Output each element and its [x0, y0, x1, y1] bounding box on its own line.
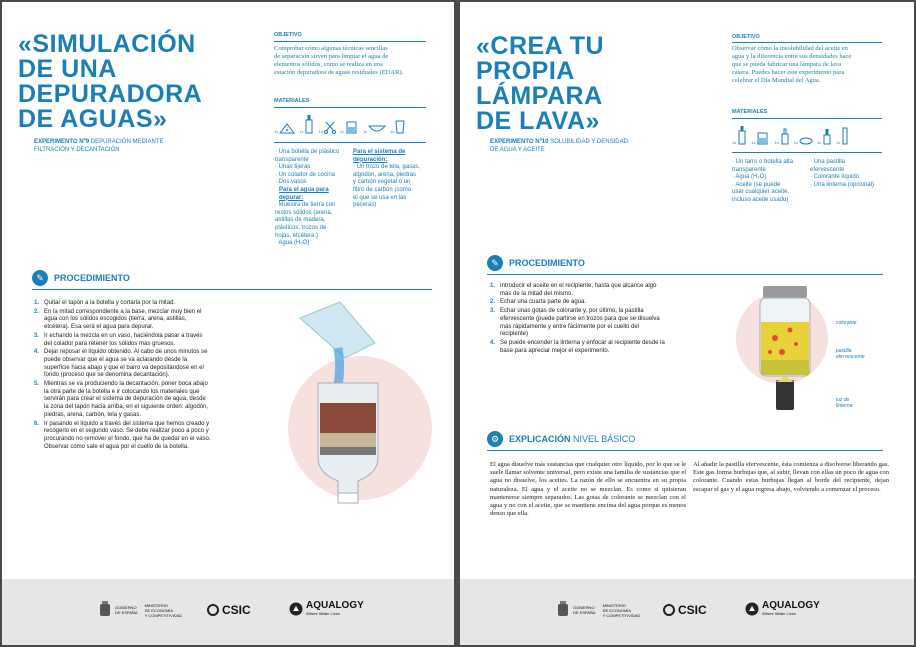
qty: 1x	[793, 140, 798, 145]
objective-line: Observar cómo la insolubilidad del aceite en	[732, 45, 848, 52]
materials-icons	[274, 114, 405, 134]
qty: 1x	[299, 129, 304, 134]
dye-label: colorante	[836, 320, 857, 326]
material-item: algodón, arena, piedras	[353, 171, 417, 178]
title-line: DE AGUAS»	[18, 105, 168, 133]
divider	[732, 118, 882, 119]
step-text: Introducir el aceite en el recipiente, hasta que alcance algo más de la mitad del mismo.	[500, 283, 657, 297]
step-text: Dejar reposar el líquido obtenido. Al cabo de unos minutos se puede observar que el agua se va aclarando desde la superficie hacia abajo y que el barro va depositándose en el fondo (proceso que se denomina decantación).	[44, 349, 208, 379]
divider	[732, 42, 882, 43]
title-line: «SIMULACIÓN	[18, 30, 196, 58]
gears-icon: ⚙	[487, 431, 503, 447]
objective-line: agua y la diferencia entre sus densidades hace	[732, 53, 852, 60]
material-item: · Un colador de cocina	[275, 171, 336, 178]
ministry-line: MINISTERIO	[144, 602, 168, 608]
left-title	[18, 32, 202, 132]
right-footer	[460, 579, 914, 645]
qty: 1x	[774, 140, 779, 145]
divider	[274, 107, 426, 108]
experiment-number: EXPERIMENTO Nº9	[34, 139, 90, 145]
explanation-column-1: El agua disuelve más sustancias que cualquier otro líquido, por lo que se le suele llamar solvente universal, pero existe una familia de sustancias que el agua no disuelve, los aceites. La razón de ello se encuentra en su propia naturaleza. El agua y el aceite no se mezclan. Es como si quisieran mantenerse siempre separados. Las gotas de colorante se mezclan con el agua y no con el aceite, que se mantiene encima del agua porque es menos denso que ella.	[490, 461, 687, 518]
procedure-step	[34, 300, 212, 308]
step-number: 1.	[34, 300, 40, 306]
label-line: linterna	[836, 403, 853, 409]
step-text: Ir pasando el líquido a través del sistema que hemos creado y recogerlo en el segundo vaso. Se debe realizar poco a poco y procurando no remover el fondo, que ha de quedar en el vaso. Observar cómo sale el agua por el cuello de la botella.	[44, 420, 211, 450]
csic-logo	[663, 603, 707, 617]
material-item: · Muestra de tierra con	[275, 202, 336, 209]
material-item: peceras)	[353, 202, 377, 209]
divider	[487, 450, 883, 451]
aqualogy-logo	[745, 601, 820, 616]
materials-list-1	[275, 149, 339, 248]
step-number: 2.	[34, 308, 40, 315]
aqualogy-tagline: Where Water Lives	[762, 611, 796, 616]
materials-label: MATERIALES	[274, 98, 310, 104]
bottle-icon	[304, 114, 314, 134]
aqualogy-mark-icon	[289, 602, 303, 616]
ministry-line: Y COMPETITIVIDAD	[602, 612, 641, 618]
right-page	[460, 2, 914, 645]
step-text: Echar unas gotas de colorante y, por último, la pastilla efervescente (puede partirse en trozos para que se disuelva más rápidamente y entre fácilmente por el cuello del recipiente)	[500, 308, 660, 338]
explanation-heading	[487, 431, 635, 447]
procedure-heading	[487, 255, 585, 271]
objective-line: celebrar el Día Mundial del Agua.	[732, 77, 821, 84]
qty: 1x	[390, 129, 395, 134]
ministry-line: DE ECONOMÍA	[144, 607, 174, 613]
aqualogy-tagline: Where Water Lives	[306, 611, 340, 616]
material-item: efervescente	[810, 166, 845, 173]
aqualogy-logo	[289, 601, 364, 616]
aqualogy-name: AQUALOGY	[762, 600, 820, 611]
procedure-step	[490, 340, 668, 355]
title-line: LÁMPARA	[476, 82, 603, 110]
government-logo	[98, 601, 182, 619]
subtitle-line: DEPURACIÓN MEDIANTE	[90, 139, 164, 145]
coat-of-arms-icon	[556, 601, 570, 619]
qty: 1x	[274, 129, 279, 134]
material-item: · Un tarro o botella alta	[732, 159, 794, 165]
procedure-heading	[32, 270, 130, 286]
bottle-icon	[737, 125, 747, 145]
procedure-step	[490, 299, 668, 307]
divider	[732, 152, 882, 153]
material-item: transparente	[732, 166, 766, 173]
materials-list-2	[810, 159, 874, 189]
gov-text	[115, 605, 138, 615]
subtitle-line: DE AGUA Y ACEITE	[490, 147, 545, 153]
procedure-step	[34, 381, 212, 420]
material-subheading: Para el sistema de	[353, 149, 406, 155]
title-line: DEPURADORA	[18, 80, 203, 108]
objective-line: estación depuradora de aguas residuales (EDAR).	[274, 69, 404, 76]
materials-icons	[732, 125, 849, 145]
material-item: transparente	[275, 156, 309, 163]
ministry-text	[603, 603, 641, 618]
procedure-step	[34, 421, 212, 452]
objective-line: casera. Puedes hacer este experimento para	[732, 69, 845, 76]
procedure-label: PROCEDIMIENTO	[509, 258, 585, 268]
explanation-label: EXPLICACIÓN	[509, 434, 571, 444]
material-item: y carbón vegetal o un	[353, 179, 411, 186]
material-item: · Unas tijeras	[275, 164, 311, 171]
title-line: «CREA TU	[476, 32, 605, 60]
csic-text: CSIC	[678, 603, 707, 617]
right-experiment-subtitle	[490, 138, 628, 154]
material-item: · Una pastilla	[810, 159, 846, 165]
tablet-icon	[799, 135, 813, 145]
bottle-filter-illustration	[260, 298, 450, 518]
material-item: usar cualquier aceite,	[732, 189, 790, 196]
ministry-line: Y COMPETITIVIDAD	[144, 612, 183, 618]
water-jug-icon	[345, 120, 359, 134]
gov-line: GOBIERNO	[115, 605, 137, 610]
step-number: 6.	[34, 420, 40, 427]
soil-icon	[279, 122, 295, 134]
step-text: Echar una cuarta parte de agua.	[500, 299, 587, 306]
csic-mark-icon	[207, 604, 219, 616]
gov-line: DE ESPAÑA	[115, 610, 138, 615]
dye-dropper-icon	[822, 127, 832, 145]
material-item: · Colorante líquido	[810, 174, 860, 181]
qty: 1x	[362, 129, 368, 134]
explanation-level: NIVEL BÁSICO	[573, 434, 636, 444]
glass-icon	[395, 120, 405, 134]
material-subheading: depurar:	[279, 194, 304, 201]
step-number: 4.	[490, 339, 496, 346]
government-logo	[556, 601, 640, 619]
qty: 1x	[339, 129, 344, 134]
left-page	[2, 2, 454, 645]
explanation-column-2: Al añadir la pastilla efervescente, ésta comienza a disolverse liberando gas. Este gas forma burbujas que, al subir, llevan con ellas un poco de agua con colorante. Cuando estas burbujas llegan al borde del recipiente, dejan escapar el gas y el agua regresa abajo, volviendo a comenzar el proceso.	[693, 461, 889, 493]
material-subheading: Para el agua para	[279, 186, 329, 193]
material-item: · Dos vasos	[275, 179, 307, 186]
materials-list-2	[353, 149, 420, 210]
procedure-step	[490, 283, 668, 298]
left-footer	[2, 579, 454, 645]
flashlight-label	[836, 397, 852, 409]
step-number: 1.	[490, 283, 496, 289]
gov-text	[573, 605, 596, 615]
procedure-step	[34, 349, 212, 380]
step-text: Se puede encender la linterna y enfocar al recipiente desde la base para apreciar mejor el experimento.	[500, 339, 665, 354]
procedure-step	[34, 309, 212, 332]
step-number: 4.	[34, 349, 40, 356]
tablet-label	[836, 348, 865, 360]
materials-label: MATERIALES	[732, 109, 768, 115]
ministry-text	[145, 603, 183, 618]
material-item: hojas, etcétera.)	[275, 232, 319, 239]
left-experiment-subtitle	[34, 138, 163, 154]
subtitle-line: SOLUBILIDAD Y DENSIDAD	[550, 139, 628, 145]
divider	[274, 41, 426, 42]
qty: 1x	[751, 140, 756, 145]
label-line: efervescente	[836, 354, 865, 360]
objective-line: Comprobar cómo algunas técnicas sencillas	[274, 45, 388, 52]
material-item: incluso aceite usado)	[732, 196, 789, 203]
qty: 1x	[836, 140, 841, 145]
lava-lamp-illustration	[730, 282, 840, 422]
step-text: Quitar el tapón a la botella y cortarla por la mitad.	[44, 300, 176, 306]
procedure-steps	[34, 300, 212, 452]
step-text: Ir echando la mezcla en un vaso, haciéndola pasar a través del colador para retener los sólidos más gruesos.	[44, 332, 203, 347]
ministry-line: MINISTERIO	[602, 602, 626, 608]
title-line: DE UNA	[18, 55, 117, 83]
step-text: Mientras se va produciendo la decantación, poner boca abajo la otra parte de la botella e ir colocando los materiales que servirán para crear el sistema de depuración de agua, desde la zona del tapón hacia arriba, en el siguiente orden: algodón, piedras, arena, carbón, tela y gasas.	[44, 381, 209, 418]
procedure-step	[490, 308, 668, 339]
csic-logo	[207, 603, 251, 617]
divider	[487, 274, 883, 275]
material-item: astillas de madera,	[275, 217, 326, 224]
aqualogy-name: AQUALOGY	[306, 600, 364, 611]
divider	[32, 289, 432, 290]
objective-text	[274, 45, 430, 77]
step-number: 3.	[490, 308, 496, 315]
strainer-icon	[368, 124, 386, 134]
aqualogy-text	[306, 601, 364, 616]
aqualogy-mark-icon	[745, 602, 759, 616]
clipboard-icon: ✎	[32, 270, 48, 286]
objective-text	[732, 45, 890, 85]
right-title	[476, 34, 604, 134]
material-item: · Agua (H₂O)	[275, 240, 310, 247]
flashlight-icon	[841, 127, 849, 145]
clipboard-icon: ✎	[487, 255, 503, 271]
gov-line: DE ESPAÑA	[573, 610, 596, 615]
water-jug-icon	[756, 131, 770, 145]
qty: 1x	[816, 140, 822, 145]
objective-label: OBJETIVO	[274, 32, 302, 38]
material-item: restos sólidos (arena,	[275, 209, 333, 216]
procedure-steps	[490, 283, 668, 356]
step-number: 2.	[490, 299, 496, 306]
procedure-step	[34, 333, 212, 348]
aqualogy-text	[762, 601, 820, 616]
oil-bottle-icon	[780, 127, 790, 145]
coat-of-arms-icon	[98, 601, 112, 619]
divider	[274, 142, 426, 143]
step-text: En la mitad correspondiente a la base, mezclar muy bien el agua con los sólidos escogidos (tierra, arena, astillas, etcétera). Esa será el agua para depurar.	[44, 308, 202, 331]
objective-line: que se pueda fabricar una lámpara de lava	[732, 61, 842, 68]
csic-mark-icon	[663, 604, 675, 616]
material-item: plásticos, trozos de	[275, 224, 327, 231]
material-item: · Aceite (se puede	[732, 181, 781, 188]
label-line: pastilla	[836, 348, 852, 354]
gov-line: GOBIERNO	[573, 605, 595, 610]
explanation-title	[509, 434, 635, 444]
qty: 1x	[318, 129, 323, 134]
label-line: luz de	[836, 397, 850, 403]
step-number: 5.	[34, 381, 40, 388]
scissors-icon	[324, 120, 336, 134]
material-item: · Agua (H₂O)	[732, 174, 767, 181]
title-line: DE LAVA»	[476, 107, 600, 135]
material-item: · Un trozo de tela, gasas,	[353, 164, 421, 171]
step-number: 3.	[34, 332, 40, 339]
title-line: PROPIA	[476, 57, 575, 85]
objective-line: elementos sólidos, como se realiza en una	[274, 61, 383, 68]
ministry-line: DE ECONOMÍA	[602, 607, 632, 613]
material-item: · Una botella de plástico	[275, 149, 340, 155]
material-item: el que se usa en las	[353, 194, 407, 201]
csic-text: CSIC	[222, 603, 251, 617]
objective-label: OBJETIVO	[732, 34, 760, 40]
procedure-label: PROCEDIMIENTO	[54, 273, 130, 283]
objective-line: de separación sirven para limpiar el agua de	[274, 53, 389, 60]
qty: 1x	[732, 140, 737, 145]
subtitle-line: FILTRACIÓN Y DECANTACIÓN	[34, 147, 120, 153]
material-item: · Una linterna (opcional)	[810, 181, 875, 188]
material-item: filtro de carbón (como	[353, 186, 412, 193]
material-subheading: depuración:	[353, 156, 388, 163]
materials-list-1	[732, 159, 793, 205]
experiment-number: EXPERIMENTO Nº10	[490, 139, 549, 145]
